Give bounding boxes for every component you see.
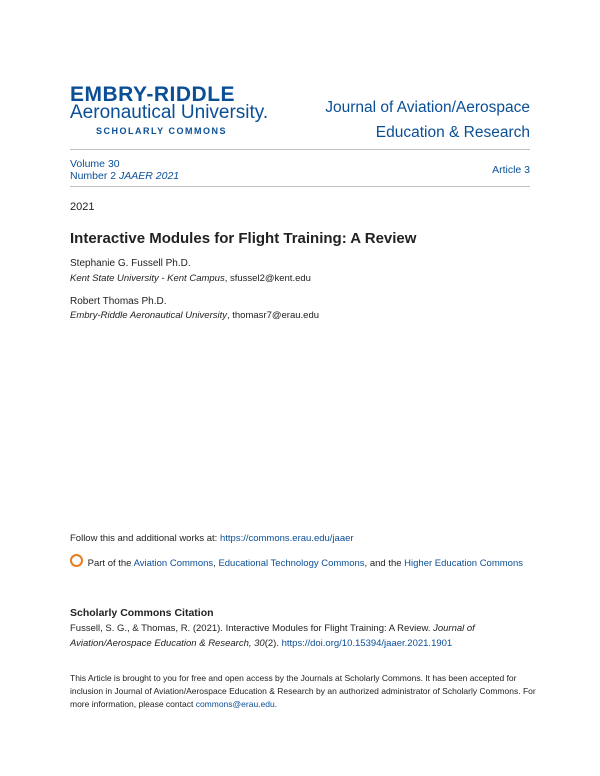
educational-technology-commons-link[interactable]: Educational Technology Commons xyxy=(218,558,365,569)
separator: , xyxy=(213,558,219,569)
contact-email-link[interactable]: commons@erau.edu xyxy=(195,699,275,709)
citation-issue: (2). xyxy=(264,638,282,649)
journal-title[interactable] xyxy=(290,95,530,145)
affiliation-text: Kent State University - Kent Campus xyxy=(70,273,225,284)
follow-line xyxy=(70,533,354,544)
volume-link[interactable]: Volume 30 xyxy=(70,158,120,170)
doi-link[interactable]: https://doi.org/10.15394/jaaer.2021.1901 xyxy=(281,638,453,649)
logo-aeronautical-university[interactable]: Aeronautical University. xyxy=(70,102,269,123)
part-of-line xyxy=(70,553,540,572)
aviation-commons-link[interactable]: Aviation Commons xyxy=(133,558,214,569)
author-name-1: Stephanie G. Fussell Ph.D. xyxy=(70,258,191,269)
author-affiliation-1 xyxy=(70,273,311,284)
author-email: , sfussel2@kent.edu xyxy=(224,273,311,284)
open-access-icon xyxy=(70,554,83,567)
part-of-prefix: Part of the xyxy=(85,558,134,569)
citation-main: Fussell, S. G., & Thomas, R. (2021). Interactive Modules for Flight Training: A Review. xyxy=(70,623,434,634)
logo-scholarly-commons[interactable]: SCHOLARLY COMMONS xyxy=(96,126,228,136)
footer-text: This Article is brought to you for free and open access by the Journals at Scholarly Commons. It has been accepted for inclusion in Journal of Aviation/Aerospace Education & Research by an authorized administrator of Scholarly Commons. For more information, please contact xyxy=(70,673,536,709)
divider-top xyxy=(70,149,530,150)
citation-text xyxy=(70,621,540,651)
number-text: Number 2 xyxy=(70,170,117,182)
paper-title: Interactive Modules for Flight Training: A Review xyxy=(70,230,417,247)
logo-embry-riddle[interactable]: EMBRY-RIDDLE xyxy=(70,83,236,106)
journal-title-line1: Journal of Aviation/Aerospace xyxy=(325,99,530,116)
citation-journal: Journal of Aviation/Aerospace Education & Research, 30 xyxy=(70,623,475,649)
follow-text: Follow this and additional works at: xyxy=(70,533,220,544)
article-number[interactable]: Article 3 xyxy=(492,164,530,176)
follow-link[interactable]: https://commons.erau.edu/jaaer xyxy=(219,533,354,544)
higher-education-commons-link[interactable]: Higher Education Commons xyxy=(404,558,523,569)
separator: , and the xyxy=(364,558,405,569)
divider-middle xyxy=(70,186,530,187)
publication-year: 2021 xyxy=(70,201,95,213)
footer-end: . xyxy=(274,699,278,709)
author-name-2: Robert Thomas Ph.D. xyxy=(70,296,167,307)
footer-notice xyxy=(70,672,540,711)
journal-title-line2: Education & Research xyxy=(375,124,530,141)
issue-number[interactable] xyxy=(70,170,179,182)
author-email: , thomasr7@erau.edu xyxy=(226,310,320,321)
citation-heading: Scholarly Commons Citation xyxy=(70,607,214,619)
journal-abbrev: JAAER 2021 xyxy=(119,170,180,182)
affiliation-text: Embry-Riddle Aeronautical University xyxy=(70,310,227,321)
author-affiliation-2 xyxy=(70,310,319,321)
